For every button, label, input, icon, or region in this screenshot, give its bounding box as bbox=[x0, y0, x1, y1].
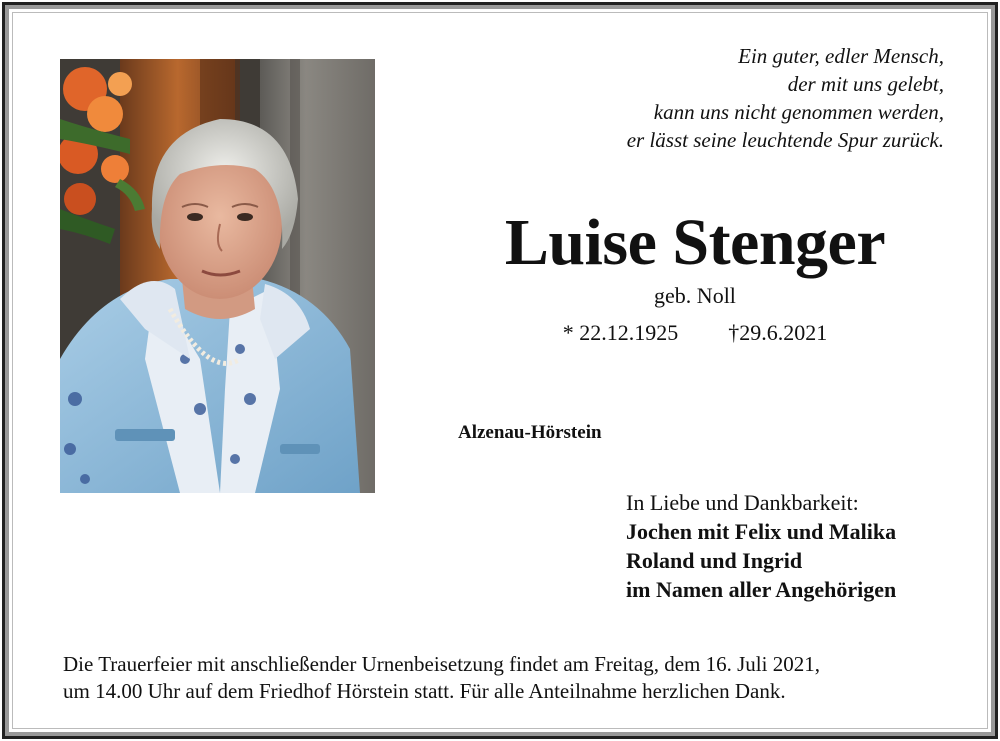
death-date: †29.6.2021 bbox=[728, 320, 828, 345]
family-intro: In Liebe und Dankbarkeit: bbox=[626, 490, 859, 515]
birth-date: * 22.12.1925 bbox=[562, 320, 679, 345]
family-line: im Namen aller Angehörigen bbox=[626, 577, 897, 602]
verse-line: er lässt seine leuchtende Spur zurück. bbox=[626, 128, 944, 152]
family-line: Jochen mit Felix und Malika bbox=[626, 519, 897, 544]
maiden-name: geb. Noll bbox=[654, 283, 736, 308]
memorial-verse bbox=[424, 42, 944, 154]
verse-line: Ein guter, edler Mensch, bbox=[738, 44, 944, 68]
family-signature bbox=[626, 488, 896, 604]
portrait-photo bbox=[60, 59, 375, 493]
place-name: Alzenau-Hörstein bbox=[458, 422, 602, 443]
notice-line: Die Trauerfeier mit anschließender Urnenbeisetzung findet am Freitag, dem 16. Juli 2021, bbox=[63, 652, 820, 676]
deceased-name: Luise Stenger bbox=[504, 206, 886, 279]
notice-line: um 14.00 Uhr auf dem Friedhof Hörstein statt. Für alle Anteilnahme herzlichen Dank. bbox=[63, 679, 786, 703]
funeral-notice bbox=[63, 651, 943, 705]
verse-line: der mit uns gelebt, bbox=[787, 72, 944, 96]
life-dates bbox=[440, 320, 950, 346]
family-line: Roland und Ingrid bbox=[626, 548, 803, 573]
verse-line: kann uns nicht genommen werden, bbox=[653, 100, 944, 124]
